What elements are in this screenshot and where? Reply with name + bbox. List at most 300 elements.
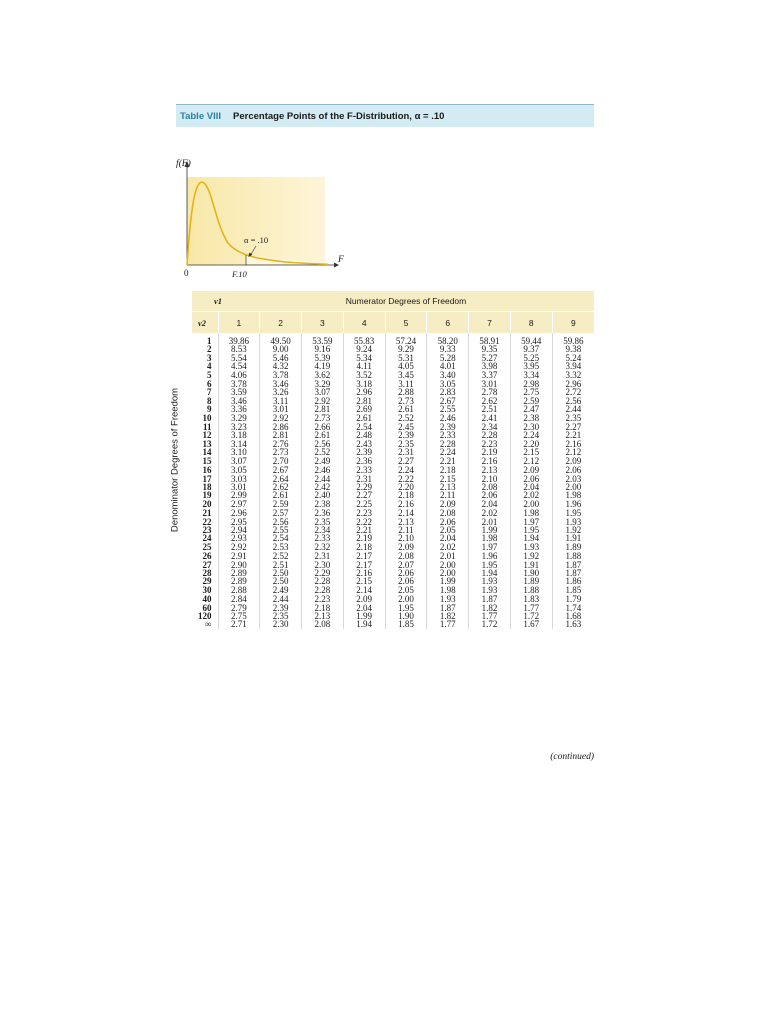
- df-cell: 8: [207, 395, 212, 406]
- value-cell: 2.21: [343, 526, 385, 534]
- value-cell: 59.86: [552, 333, 594, 345]
- value-cell: 2.92: [302, 397, 344, 405]
- value-cell: 2.28: [427, 440, 469, 448]
- value-cell: 2.00: [427, 561, 469, 569]
- continued-note: (continued): [550, 752, 594, 762]
- df-cell: 9: [207, 404, 212, 415]
- value-cell: 3.29: [218, 414, 260, 423]
- value-cell: 2.24: [427, 448, 469, 456]
- value-cell: 1.77: [427, 620, 469, 628]
- value-cell: 2.83: [427, 388, 469, 396]
- value-cell: 2.08: [427, 509, 469, 517]
- value-cell: 1.88: [510, 586, 552, 595]
- value-cell: 2.13: [469, 466, 511, 474]
- value-cell: 1.95: [385, 604, 427, 612]
- value-cell: 1.86: [552, 577, 594, 585]
- value-cell: 9.00: [260, 345, 302, 353]
- value-cell: 4.06: [218, 371, 260, 380]
- value-cell: 9.37: [510, 345, 552, 353]
- value-cell: 3.29: [302, 380, 344, 388]
- value-cell: 2.00: [427, 569, 469, 577]
- value-cell: 2.56: [552, 397, 594, 405]
- value-cell: 2.46: [302, 466, 344, 474]
- df-cell: 29: [202, 576, 212, 587]
- value-cell: 2.51: [260, 561, 302, 569]
- column-header: 6: [427, 312, 469, 334]
- value-cell: 1.99: [343, 612, 385, 620]
- df-cell: ∞: [205, 619, 212, 630]
- value-cell: 3.78: [218, 380, 260, 388]
- value-cell: 1.87: [552, 569, 594, 577]
- value-cell: 2.06: [385, 577, 427, 585]
- value-cell: 4.05: [385, 362, 427, 370]
- value-cell: 2.04: [427, 534, 469, 542]
- value-cell: 4.54: [218, 362, 260, 370]
- column-header: 4: [343, 312, 385, 334]
- nu2-symbol: ν2: [192, 312, 218, 334]
- f-table: [192, 291, 594, 629]
- value-cell: 3.05: [427, 380, 469, 388]
- value-cell: 3.18: [343, 380, 385, 388]
- df-cell: 18: [202, 481, 212, 492]
- value-cell: 9.35: [469, 345, 511, 353]
- value-cell: 2.09: [343, 595, 385, 603]
- value-cell: 2.75: [218, 612, 260, 620]
- value-cell: 2.79: [218, 604, 260, 612]
- value-cell: 1.94: [510, 534, 552, 542]
- value-cell: 2.72: [552, 388, 594, 396]
- column-header: 1: [218, 312, 260, 334]
- value-cell: 2.42: [302, 483, 344, 491]
- value-cell: 2.35: [552, 414, 594, 423]
- value-cell: 55.83: [343, 333, 385, 345]
- value-cell: 2.48: [343, 431, 385, 439]
- value-cell: 2.50: [260, 577, 302, 585]
- value-cell: 2.90: [218, 561, 260, 569]
- value-cell: 2.35: [385, 440, 427, 448]
- value-cell: 1.98: [469, 534, 511, 542]
- value-cell: 2.62: [469, 397, 511, 405]
- value-cell: 2.95: [218, 518, 260, 526]
- value-cell: 2.28: [302, 577, 344, 585]
- value-cell: 2.03: [552, 475, 594, 483]
- value-cell: 2.06: [385, 569, 427, 577]
- value-cell: 2.43: [343, 440, 385, 448]
- value-cell: 1.98: [552, 491, 594, 499]
- value-cell: 1.74: [552, 604, 594, 612]
- value-cell: 4.11: [343, 362, 385, 370]
- value-cell: 1.85: [552, 586, 594, 595]
- df-cell: 10: [202, 412, 212, 423]
- value-cell: 2.67: [427, 397, 469, 405]
- value-cell: 2.11: [385, 526, 427, 534]
- value-cell: 2.08: [385, 552, 427, 560]
- value-cell: 2.31: [343, 475, 385, 483]
- value-cell: 2.92: [260, 414, 302, 423]
- value-cell: 1.83: [510, 595, 552, 603]
- value-cell: 5.54: [218, 354, 260, 362]
- value-cell: 2.18: [385, 491, 427, 499]
- value-cell: 2.49: [260, 586, 302, 595]
- critical-value-label: F.10: [232, 269, 247, 279]
- value-cell: 2.06: [469, 491, 511, 499]
- value-cell: 1.91: [552, 534, 594, 542]
- df-cell: 24: [202, 533, 212, 544]
- value-cell: 2.38: [302, 500, 344, 509]
- value-cell: 1.77: [469, 612, 511, 620]
- value-cell: 2.55: [427, 405, 469, 413]
- value-cell: 2.46: [427, 414, 469, 423]
- value-cell: 2.18: [427, 466, 469, 474]
- value-cell: 3.05: [218, 466, 260, 474]
- value-cell: 2.88: [218, 586, 260, 595]
- value-cell: 2.88: [385, 388, 427, 396]
- value-cell: 2.19: [469, 448, 511, 456]
- df-cell: 11: [202, 422, 212, 433]
- value-cell: 3.18: [218, 431, 260, 439]
- value-cell: 1.95: [552, 509, 594, 517]
- value-cell: 1.82: [469, 604, 511, 612]
- value-cell: 1.94: [343, 620, 385, 628]
- value-cell: 5.31: [385, 354, 427, 362]
- value-cell: 2.94: [218, 526, 260, 534]
- value-cell: 2.19: [343, 534, 385, 542]
- value-cell: 2.02: [427, 543, 469, 552]
- value-cell: 5.34: [343, 354, 385, 362]
- value-cell: 2.24: [510, 431, 552, 439]
- value-cell: 1.87: [427, 604, 469, 612]
- value-cell: 2.57: [260, 509, 302, 517]
- value-cell: 3.37: [469, 371, 511, 380]
- column-header: 3: [302, 312, 344, 334]
- df-cell: 27: [202, 559, 212, 570]
- value-cell: 2.31: [302, 552, 344, 560]
- value-cell: 2.39: [260, 604, 302, 612]
- value-cell: 2.44: [302, 475, 344, 483]
- value-cell: 8.53: [218, 345, 260, 353]
- value-cell: 1.99: [427, 577, 469, 585]
- nu1-symbol: ν1: [192, 291, 218, 312]
- value-cell: 2.52: [302, 448, 344, 456]
- value-cell: 2.61: [385, 405, 427, 413]
- value-cell: 2.54: [343, 423, 385, 431]
- value-cell: 2.54: [260, 534, 302, 542]
- value-cell: 2.05: [427, 526, 469, 534]
- value-cell: 2.64: [260, 475, 302, 483]
- value-cell: 3.46: [218, 397, 260, 405]
- df-cell: 25: [202, 541, 212, 552]
- value-cell: 2.62: [260, 483, 302, 491]
- value-cell: 3.62: [302, 371, 344, 380]
- value-cell: 1.92: [552, 526, 594, 534]
- value-cell: 2.55: [260, 526, 302, 534]
- value-cell: 1.98: [510, 509, 552, 517]
- value-cell: 1.90: [385, 612, 427, 620]
- value-cell: 2.18: [343, 543, 385, 552]
- f-table-wrap: [169, 291, 594, 630]
- df-cell: 5: [207, 369, 212, 380]
- value-cell: 2.66: [302, 423, 344, 431]
- value-cell: 1.67: [510, 620, 552, 628]
- value-cell: 1.95: [510, 526, 552, 534]
- value-cell: 2.30: [510, 423, 552, 431]
- value-cell: 2.81: [343, 397, 385, 405]
- value-cell: 2.06: [552, 466, 594, 474]
- value-cell: 2.17: [343, 561, 385, 569]
- value-cell: 2.27: [552, 423, 594, 431]
- value-cell: 2.25: [343, 500, 385, 509]
- value-cell: 2.97: [218, 500, 260, 509]
- value-cell: 4.32: [260, 362, 302, 370]
- value-cell: 3.01: [218, 483, 260, 491]
- value-cell: 2.39: [427, 423, 469, 431]
- value-cell: 1.87: [469, 595, 511, 603]
- value-cell: 1.82: [427, 612, 469, 620]
- value-cell: 2.92: [218, 543, 260, 552]
- value-cell: 2.04: [469, 500, 511, 509]
- df-cell: 2: [207, 344, 212, 355]
- value-cell: 2.44: [260, 595, 302, 603]
- value-cell: 2.31: [385, 448, 427, 456]
- f-table-page: [169, 104, 594, 762]
- df-cell: 30: [202, 584, 212, 595]
- value-cell: 59.44: [510, 333, 552, 345]
- value-cell: 2.73: [302, 414, 344, 423]
- value-cell: 2.69: [343, 405, 385, 413]
- value-cell: 2.10: [385, 534, 427, 542]
- value-cell: 2.00: [552, 483, 594, 491]
- x-axis-label: F: [338, 255, 344, 265]
- value-cell: 2.70: [260, 457, 302, 466]
- value-cell: 2.89: [218, 577, 260, 585]
- value-cell: 57.24: [385, 333, 427, 345]
- value-cell: 2.34: [302, 526, 344, 534]
- value-cell: 9.16: [302, 345, 344, 353]
- value-cell: 1.90: [510, 569, 552, 577]
- value-cell: 2.53: [260, 543, 302, 552]
- value-cell: 2.56: [260, 518, 302, 526]
- table-number: Table VIII: [180, 110, 222, 122]
- value-cell: 2.04: [510, 483, 552, 491]
- value-cell: 1.93: [552, 518, 594, 526]
- value-cell: 2.39: [343, 448, 385, 456]
- value-cell: 2.29: [302, 569, 344, 577]
- value-cell: 2.00: [385, 595, 427, 603]
- value-cell: 2.05: [385, 586, 427, 595]
- value-cell: 1.93: [469, 577, 511, 585]
- value-cell: 2.22: [385, 475, 427, 483]
- value-cell: 2.59: [510, 397, 552, 405]
- value-cell: 2.16: [552, 440, 594, 448]
- table-row: [192, 620, 594, 628]
- value-cell: 2.86: [260, 423, 302, 431]
- denominator-axis-label: Denominator Degrees of Freedom: [169, 387, 181, 532]
- value-cell: 1.91: [510, 561, 552, 569]
- table-title-bar: [176, 104, 594, 127]
- value-cell: 2.50: [260, 569, 302, 577]
- value-cell: 2.09: [427, 500, 469, 509]
- value-cell: 5.24: [552, 354, 594, 362]
- value-cell: 1.97: [510, 518, 552, 526]
- column-header: 8: [510, 312, 552, 334]
- value-cell: 2.61: [343, 414, 385, 423]
- value-cell: 1.92: [510, 552, 552, 560]
- df-cell: 23: [202, 524, 212, 535]
- value-cell: 2.09: [552, 457, 594, 466]
- value-cell: 1.93: [510, 543, 552, 552]
- df-cell: 4: [207, 361, 212, 372]
- value-cell: 1.93: [469, 586, 511, 595]
- value-cell: 3.94: [552, 362, 594, 370]
- df-cell: 6: [207, 379, 212, 390]
- value-cell: 1.94: [469, 569, 511, 577]
- value-cell: 3.11: [385, 380, 427, 388]
- value-cell: 4.19: [302, 362, 344, 370]
- value-cell: 1.89: [552, 543, 594, 552]
- value-cell: 1.95: [469, 561, 511, 569]
- value-cell: 58.20: [427, 333, 469, 345]
- value-cell: 1.93: [427, 595, 469, 603]
- value-cell: 2.30: [260, 620, 302, 628]
- value-cell: 2.24: [385, 466, 427, 474]
- value-cell: 2.96: [343, 388, 385, 396]
- df-cell: 15: [202, 455, 212, 466]
- value-cell: 2.04: [343, 604, 385, 612]
- value-cell: 3.11: [260, 397, 302, 405]
- value-cell: 2.33: [343, 466, 385, 474]
- value-cell: 2.15: [343, 577, 385, 585]
- value-cell: 2.21: [427, 457, 469, 466]
- value-cell: 2.02: [510, 491, 552, 499]
- value-cell: 2.01: [427, 552, 469, 560]
- value-cell: 2.13: [427, 483, 469, 491]
- value-cell: 1.98: [427, 586, 469, 595]
- table-title: Percentage Points of the F-Distribution, α = .10: [233, 110, 445, 122]
- value-cell: 2.00: [510, 500, 552, 509]
- value-cell: 1.68: [552, 612, 594, 620]
- value-cell: 3.46: [260, 380, 302, 388]
- value-cell: 2.13: [385, 518, 427, 526]
- value-cell: 2.11: [427, 491, 469, 499]
- value-cell: 1.89: [510, 577, 552, 585]
- df-cell: 21: [202, 508, 212, 519]
- value-cell: 3.01: [260, 405, 302, 413]
- value-cell: 3.07: [302, 388, 344, 396]
- df-cell: 12: [202, 430, 212, 441]
- value-cell: 58.91: [469, 333, 511, 345]
- value-cell: 2.75: [510, 388, 552, 396]
- df-cell: 3: [207, 352, 212, 363]
- value-cell: 2.81: [260, 431, 302, 439]
- value-cell: 2.44: [552, 405, 594, 413]
- value-cell: 4.01: [427, 362, 469, 370]
- value-cell: 2.52: [385, 414, 427, 423]
- value-cell: 2.06: [510, 475, 552, 483]
- value-cell: 2.21: [552, 431, 594, 439]
- value-cell: 2.96: [552, 380, 594, 388]
- value-cell: 3.07: [218, 457, 260, 466]
- value-cell: 1.88: [552, 552, 594, 560]
- value-cell: 5.27: [469, 354, 511, 362]
- value-cell: 3.95: [510, 362, 552, 370]
- value-cell: 2.06: [427, 518, 469, 526]
- value-cell: 9.38: [552, 345, 594, 353]
- value-cell: 2.20: [510, 440, 552, 448]
- value-cell: 2.35: [260, 612, 302, 620]
- value-cell: 2.91: [218, 552, 260, 560]
- df-cell: 7: [207, 387, 212, 398]
- column-header: 2: [260, 312, 302, 334]
- value-cell: 2.98: [510, 380, 552, 388]
- df-cell: 14: [202, 447, 212, 458]
- value-cell: 2.38: [510, 414, 552, 423]
- value-cell: 2.33: [302, 534, 344, 542]
- value-cell: 2.84: [218, 595, 260, 603]
- value-cell: 3.10: [218, 448, 260, 456]
- value-cell: 3.23: [218, 423, 260, 431]
- value-cell: 2.02: [469, 509, 511, 517]
- value-cell: 1.72: [510, 612, 552, 620]
- origin-label: 0: [184, 268, 189, 278]
- value-cell: 2.23: [469, 440, 511, 448]
- value-cell: 2.28: [469, 431, 511, 439]
- value-cell: 1.96: [552, 500, 594, 509]
- value-cell: 3.03: [218, 475, 260, 483]
- value-cell: 1.79: [552, 595, 594, 603]
- value-cell: 2.17: [343, 552, 385, 560]
- df-cell: 28: [202, 567, 212, 578]
- f-distribution-figure: [176, 127, 594, 285]
- column-header: 5: [385, 312, 427, 334]
- value-cell: 2.76: [260, 440, 302, 448]
- df-cell: 16: [202, 465, 212, 476]
- value-cell: 1.99: [469, 526, 511, 534]
- value-cell: 1.85: [385, 620, 427, 628]
- value-cell: 3.98: [469, 362, 511, 370]
- df-cell: 60: [202, 602, 212, 613]
- value-cell: 3.59: [218, 388, 260, 396]
- value-cell: 2.49: [302, 457, 344, 466]
- value-cell: 2.15: [427, 475, 469, 483]
- value-cell: 2.36: [343, 457, 385, 466]
- value-cell: 9.29: [385, 345, 427, 353]
- value-cell: 2.29: [343, 483, 385, 491]
- y-axis-label: f(F): [176, 159, 191, 169]
- value-cell: 1.77: [510, 604, 552, 612]
- value-cell: 2.20: [385, 483, 427, 491]
- value-cell: 2.51: [469, 405, 511, 413]
- value-cell: 2.07: [385, 561, 427, 569]
- value-cell: 3.40: [427, 371, 469, 380]
- value-cell: 2.67: [260, 466, 302, 474]
- value-cell: 3.01: [469, 380, 511, 388]
- value-cell: 2.27: [385, 457, 427, 466]
- value-cell: 2.61: [302, 431, 344, 439]
- value-cell: 2.22: [343, 518, 385, 526]
- value-cell: 2.33: [427, 431, 469, 439]
- value-cell: 2.89: [218, 569, 260, 577]
- value-cell: 2.35: [302, 518, 344, 526]
- value-cell: 3.32: [552, 371, 594, 380]
- value-cell: 9.24: [343, 345, 385, 353]
- f-density-plot: [176, 127, 376, 285]
- value-cell: 49.50: [260, 333, 302, 345]
- value-cell: 2.09: [510, 466, 552, 474]
- value-cell: 2.78: [469, 388, 511, 396]
- value-cell: 2.61: [260, 491, 302, 499]
- value-cell: 2.99: [218, 491, 260, 499]
- value-cell: 3.34: [510, 371, 552, 380]
